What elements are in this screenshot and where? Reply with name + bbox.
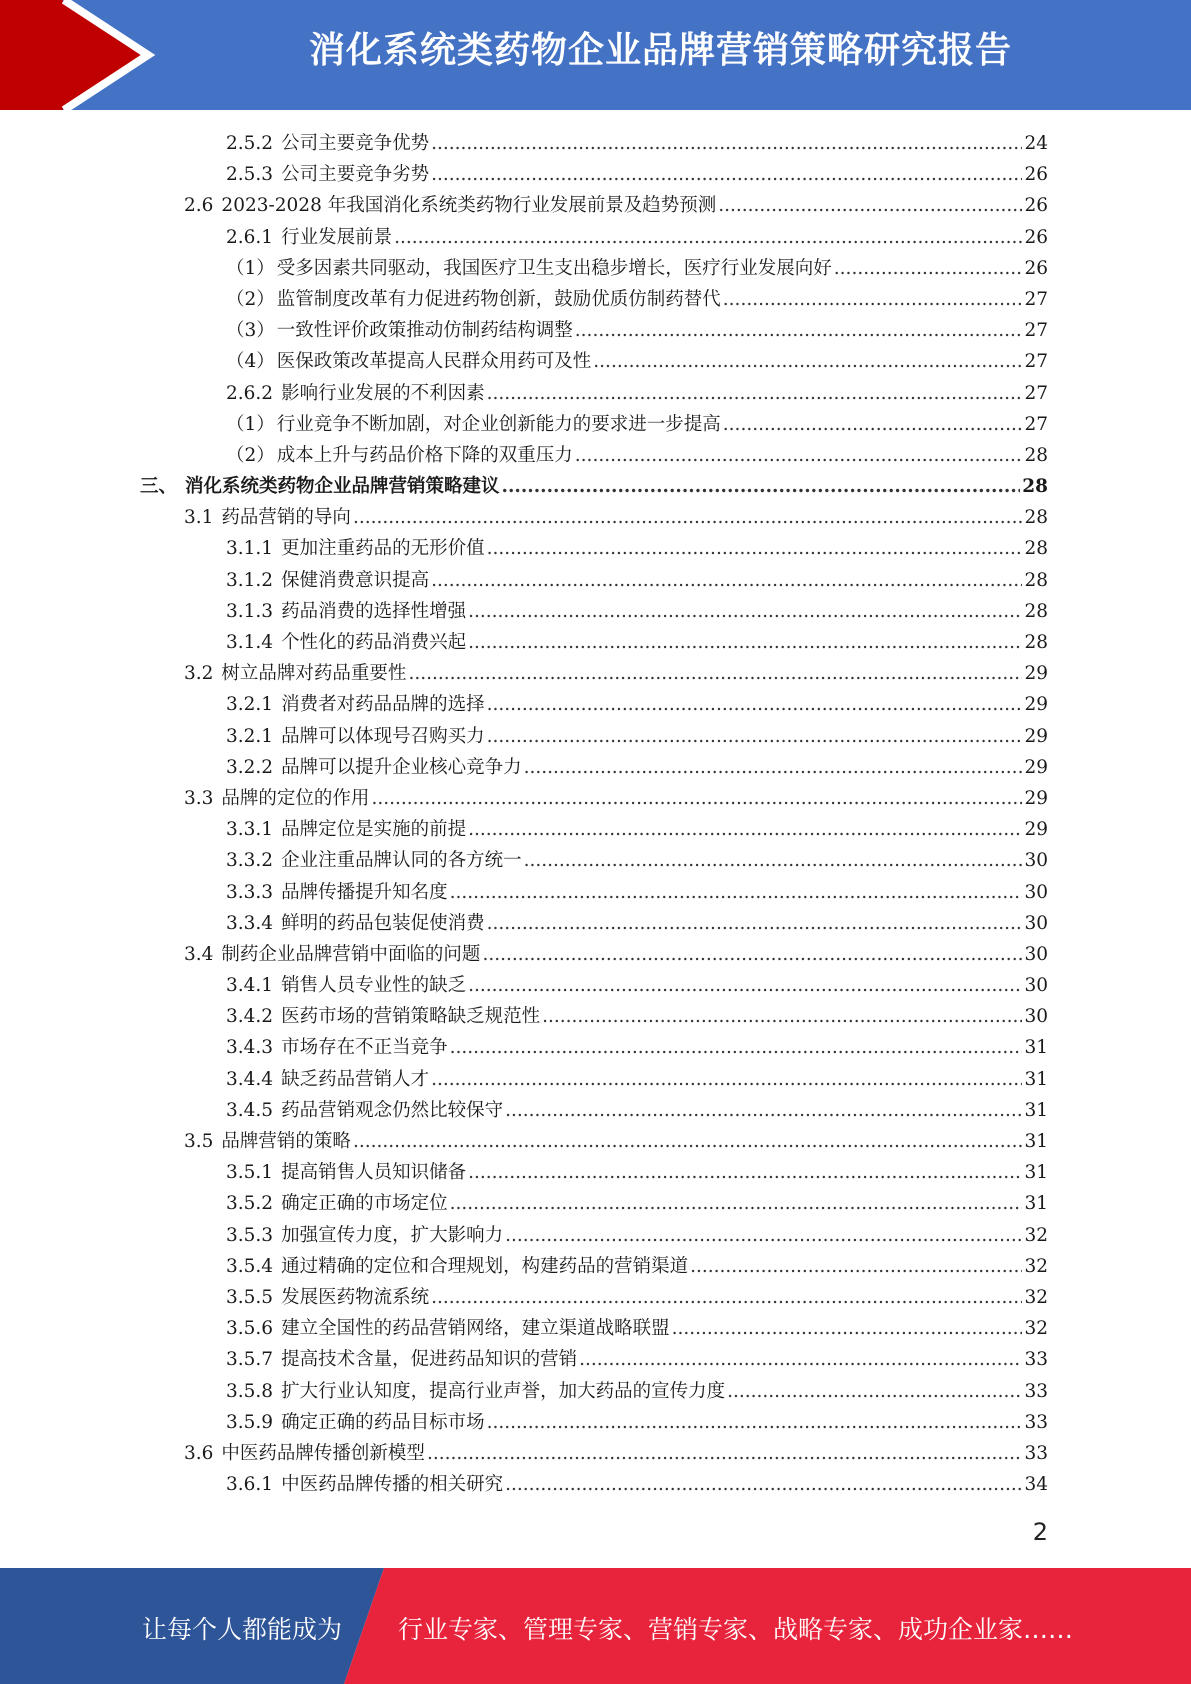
toc-entry[interactable] [140,596,1048,627]
toc-entry-title: 树立品牌对药品重要性 [221,663,407,685]
toc-entry-title: 提高销售人员知识储备 [281,1162,467,1184]
toc-entry-title: 建立全国性的药品营销网络，建立渠道战略联盟 [281,1318,670,1340]
toc-entry[interactable] [140,627,1048,658]
toc-entry-title: 制药企业品牌营销中面临的问题 [221,943,481,965]
toc-entry-number: 3.4.4 [226,1068,274,1090]
toc-dot-leader [468,814,1022,845]
toc-entry-number: 3.3.4 [226,912,274,934]
toc-entry-page: 26 [1024,195,1048,217]
toc-entry[interactable] [140,1282,1048,1313]
toc-entry-page: 27 [1024,351,1048,373]
toc-entry-number: 3.1 [184,507,214,529]
toc-entry-number: 3.4.1 [226,975,274,997]
toc-entry-title: 公司主要竞争优势 [281,133,430,154]
toc-entry-page: 28 [1024,444,1048,466]
toc-entry-page: 26 [1024,164,1048,186]
toc-entry[interactable] [140,783,1048,814]
toc-entry-title: 鲜明的药品包装促使消费 [281,912,485,934]
toc-entry-number: 3.5.5 [226,1286,274,1308]
toc-entry-number: 3.5.3 [226,1224,274,1246]
toc-entry-title: 一致性评价政策推动仿制药结构调整 [276,320,573,342]
toc-dot-leader [502,471,1021,502]
toc-entry-title: 医药市场的营销策略缺乏规范性 [281,1006,541,1028]
toc-entry-number: 3.2 [184,663,214,685]
toc-dot-leader [468,627,1022,658]
toc-dot-leader [579,1344,1022,1375]
toc-entry-number: 3.5.7 [226,1349,274,1371]
toc-dot-leader [468,1157,1022,1188]
toc-entry-number: 3.4 [184,943,214,965]
toc-entry[interactable] [140,1251,1048,1282]
toc-entry[interactable] [140,689,1048,720]
header-arrow-red [0,0,148,110]
toc-entry-number: 2.5.3 [226,164,274,186]
toc-dot-leader [487,533,1023,564]
toc-dot-leader [542,1001,1022,1032]
toc-entry-number: 3.2.2 [226,756,274,778]
toc-entry-number: 3.3.3 [226,881,274,903]
toc-dot-leader [834,253,1023,284]
toc-entry[interactable] [140,1095,1048,1126]
toc-entry-page: 31 [1024,1099,1048,1121]
toc-dot-leader [487,908,1023,939]
toc-dot-leader [575,440,1023,471]
toc-dot-leader [450,1032,1023,1063]
toc-entry[interactable] [140,1126,1048,1157]
toc-entry[interactable] [140,565,1048,596]
toc-entry-page: 32 [1024,1286,1048,1308]
toc-dot-leader [468,970,1022,1001]
toc-dot-leader [727,1376,1022,1407]
toc-entry-title: 消费者对药品品牌的选择 [281,694,485,716]
page-title: 消化系统类药物企业品牌营销策略研究报告 [308,30,1012,71]
toc-entry[interactable] [140,1188,1048,1219]
toc-entry-page: 28 [1022,476,1048,498]
toc-entry-number: 3.5 [184,1131,214,1152]
toc-entry-title: 成本上升与药品价格下降的双重压力 [276,444,573,466]
toc-entry-title: 行业发展前景 [281,226,393,248]
toc-entry-number: （1） [226,257,275,279]
toc-entry-page: 32 [1024,1224,1048,1246]
toc-entry[interactable] [140,346,1048,377]
toc-dot-leader [394,222,1022,253]
toc-entry-page: 27 [1024,413,1048,435]
toc-entry[interactable] [140,908,1048,939]
table-of-contents [140,128,1048,1500]
toc-entry[interactable] [140,1407,1048,1438]
toc-dot-leader [450,1188,1023,1219]
toc-entry-page: 30 [1024,912,1048,934]
toc-dot-leader [505,1095,1022,1126]
toc-entry[interactable] [140,1376,1048,1407]
toc-entry-page: 29 [1024,725,1048,747]
toc-entry-page: 26 [1024,257,1048,279]
toc-entry[interactable] [140,190,1048,221]
toc-dot-leader [690,1251,1022,1282]
toc-entry[interactable] [140,845,1048,876]
toc-entry-page: 30 [1024,881,1048,903]
toc-entry-page: 28 [1024,569,1048,591]
toc-entry-page: 30 [1024,975,1048,997]
toc-entry-number: 3.5.1 [226,1162,274,1184]
toc-entry-title: 加强宣传力度，扩大影响力 [281,1224,504,1246]
toc-entry-page: 29 [1024,663,1048,685]
toc-dot-leader [371,783,1022,814]
toc-entry-number: 3.1.2 [226,569,274,591]
toc-entry-title: 品牌的定位的作用 [221,787,370,809]
toc-entry-page: 28 [1024,538,1048,560]
toc-entry-page: 33 [1024,1349,1048,1371]
toc-entry-title: 品牌营销的策略 [221,1131,351,1152]
toc-entry-page: 29 [1024,819,1048,841]
toc-entry-number: 2.6 [184,195,214,217]
toc-entry-page: 27 [1024,382,1048,404]
toc-entry-number: 3.3 [184,787,214,809]
toc-entry[interactable] [140,814,1048,845]
toc-entry-title: 中医药品牌传播的相关研究 [281,1474,504,1496]
toc-entry[interactable] [140,502,1048,533]
toc-entry[interactable] [140,253,1048,284]
toc-entry[interactable] [140,877,1048,908]
toc-entry[interactable] [140,1313,1048,1344]
toc-entry-page: 28 [1024,600,1048,622]
toc-entry-title: 受多因素共同驱动，我国医疗卫生支出稳步增长，医疗行业发展向好 [276,257,832,279]
toc-entry-title: 影响行业发展的不利因素 [281,382,485,404]
toc-entry-page: 31 [1024,1037,1048,1059]
toc-entry[interactable] [140,1001,1048,1032]
toc-entry-page: 29 [1024,787,1048,809]
toc-dot-leader [593,346,1022,377]
toc-entry[interactable] [140,284,1048,315]
toc-entry[interactable] [140,315,1048,346]
toc-entry-title: 个性化的药品消费兴起 [281,632,467,653]
toc-dot-leader [431,128,1022,159]
toc-entry-number: 3.1.3 [226,600,274,622]
toc-entry[interactable] [140,1032,1048,1063]
toc-entry-number: （2） [226,288,275,310]
toc-entry-number: 3.5.9 [226,1411,274,1433]
toc-entry-title: 公司主要竞争劣势 [281,164,430,186]
toc-entry-number: 3.5.2 [226,1193,274,1215]
toc-entry-title: 药品营销的导向 [221,507,351,529]
toc-entry-title: 监管制度改革有力促进药物创新，鼓励优质仿制药替代 [276,288,721,310]
toc-entry-page: 24 [1024,133,1048,154]
toc-dot-leader [575,315,1023,346]
toc-entry-number: （3） [226,320,275,342]
toc-dot-leader [524,845,1023,876]
toc-entry[interactable] [140,658,1048,689]
toc-entry-number: 2.6.1 [226,226,274,248]
toc-entry-title: 市场存在不正当竞争 [281,1037,448,1059]
toc-entry[interactable] [140,721,1048,752]
toc-entry-title: 企业注重品牌认同的各方统一 [281,850,522,872]
toc-entry[interactable] [140,1344,1048,1375]
toc-entry-page: 31 [1024,1162,1048,1184]
toc-entry[interactable] [140,533,1048,564]
toc-entry-number: 3.2.1 [226,694,274,716]
toc-dot-leader [723,284,1023,315]
toc-entry-page: 31 [1024,1193,1048,1215]
toc-entry-title: 保健消费意识提高 [281,569,430,591]
toc-entry-title: 行业竞争不断加剧，对企业创新能力的要求进一步提高 [276,413,721,435]
toc-entry-number: 3.1.4 [226,632,274,653]
toc-dot-leader [353,502,1023,533]
toc-entry-number: 三、 [140,476,178,498]
toc-entry-page: 31 [1024,1068,1048,1090]
toc-dot-leader [482,939,1022,970]
toc-entry[interactable] [140,409,1048,440]
toc-entry-title: 扩大行业认知度，提高行业声誉，加大药品的宣传力度 [281,1380,726,1402]
toc-entry[interactable] [140,1157,1048,1188]
toc-dot-leader [487,1407,1023,1438]
toc-entry-page: 28 [1024,507,1048,529]
toc-entry-number: 3.1.1 [226,538,274,560]
toc-entry-number: 3.5.6 [226,1318,274,1340]
toc-dot-leader [427,1438,1023,1469]
toc-dot-leader [487,689,1023,720]
toc-entry-title: 医保政策改革提高人民群众用药可及性 [276,351,592,373]
toc-entry-number: （2） [226,444,275,466]
toc-entry-title: 中医药品牌传播创新模型 [221,1442,425,1464]
toc-entry-page: 30 [1024,943,1048,965]
toc-entry-title: 确定正确的市场定位 [281,1193,448,1215]
toc-dot-leader [468,596,1022,627]
toc-entry[interactable] [140,128,1048,159]
toc-dot-leader [505,1469,1022,1500]
toc-entry[interactable] [140,1438,1048,1469]
toc-entry[interactable] [140,1220,1048,1251]
toc-entry-page: 26 [1024,226,1048,248]
toc-dot-leader [431,159,1022,190]
toc-entry-title: 消化系统类药物企业品牌营销策略建议 [185,476,500,498]
toc-entry-page: 33 [1024,1380,1048,1402]
toc-entry-title: 更加注重药品的无形价值 [281,538,485,560]
toc-entry-page: 27 [1024,288,1048,310]
footer-slogan-left: 让每个人都能成为 [142,1615,343,1644]
toc-dot-leader [524,752,1023,783]
toc-entry[interactable] [140,752,1048,783]
toc-entry-title: 药品消费的选择性增强 [281,600,467,622]
toc-dot-leader [672,1313,1023,1344]
toc-dot-leader [408,658,1022,689]
toc-entry-page: 30 [1024,1006,1048,1028]
toc-entry-title: 2023-2028 年我国消化系统类药物行业发展前景及趋势预测 [221,195,717,217]
toc-entry-number: 3.5.4 [226,1255,274,1277]
toc-entry-title: 药品营销观念仍然比较保守 [281,1099,504,1121]
toc-dot-leader [450,877,1023,908]
toc-entry[interactable] [140,939,1048,970]
footer-slogan-right: 行业专家、管理专家、营销专家、战略专家、成功企业家…… [398,1615,1074,1644]
toc-dot-leader [487,721,1023,752]
toc-entry-page: 31 [1024,1131,1048,1152]
toc-entry-title: 品牌可以提升企业核心竞争力 [281,756,522,778]
toc-entry-title: 销售人员专业性的缺乏 [281,975,467,997]
page-footer [0,1568,1191,1684]
toc-entry-number: 3.2.1 [226,725,274,747]
toc-entry-title: 提高技术含量，促进药品知识的营销 [281,1349,578,1371]
toc-dot-leader [431,565,1022,596]
toc-entry-page: 27 [1024,320,1048,342]
toc-entry-number: 3.3.1 [226,819,274,841]
toc-entry-number: 2.5.2 [226,133,274,154]
toc-entry[interactable] [140,1469,1048,1500]
toc-entry-title: 确定正确的药品目标市场 [281,1411,485,1433]
toc-entry-title: 通过精确的定位和合理规划，构建药品的营销渠道 [281,1255,689,1277]
toc-entry-page: 32 [1024,1255,1048,1277]
toc-entry[interactable] [140,159,1048,190]
toc-entry-page: 33 [1024,1442,1048,1464]
toc-entry[interactable] [140,471,1048,502]
page-header [0,0,1191,110]
toc-dot-leader [718,190,1022,221]
toc-entry-page: 32 [1024,1318,1048,1340]
toc-entry-number: 3.4.5 [226,1099,274,1121]
toc-entry-number: 3.3.2 [226,850,274,872]
toc-entry-title: 品牌传播提升知名度 [281,881,448,903]
toc-entry-number: 3.5.8 [226,1380,274,1402]
toc-entry-number: 3.6 [184,1442,214,1464]
toc-entry-title: 发展医药物流系统 [281,1286,430,1308]
page-number: 2 [1032,1518,1048,1546]
toc-entry-page: 29 [1024,694,1048,716]
toc-entry[interactable] [140,222,1048,253]
toc-entry-page: 30 [1024,850,1048,872]
toc-entry-number: （4） [226,351,275,373]
toc-entry-title: 品牌定位是实施的前提 [281,819,467,841]
toc-entry-page: 28 [1024,632,1048,653]
toc-entry[interactable] [140,970,1048,1001]
toc-entry-page: 33 [1024,1411,1048,1433]
toc-entry-title: 缺乏药品营销人才 [281,1068,430,1090]
header-arrow-graphic [0,0,160,110]
toc-entry-page: 34 [1024,1474,1048,1496]
toc-dot-leader [505,1220,1022,1251]
toc-entry-title: 品牌可以体现号召购买力 [281,725,485,747]
toc-entry-number: 3.4.3 [226,1037,274,1059]
toc-dot-leader [353,1126,1023,1157]
toc-dot-leader [487,378,1023,409]
toc-entry-number: （1） [226,413,275,435]
toc-entry[interactable] [140,440,1048,471]
toc-entry[interactable] [140,378,1048,409]
toc-dot-leader [431,1282,1022,1313]
toc-entry[interactable] [140,1064,1048,1095]
toc-entry-number: 3.6.1 [226,1474,274,1496]
toc-entry-number: 3.4.2 [226,1006,274,1028]
toc-dot-leader [723,409,1023,440]
toc-entry-page: 29 [1024,756,1048,778]
toc-entry-number: 2.6.2 [226,382,274,404]
toc-dot-leader [431,1064,1022,1095]
